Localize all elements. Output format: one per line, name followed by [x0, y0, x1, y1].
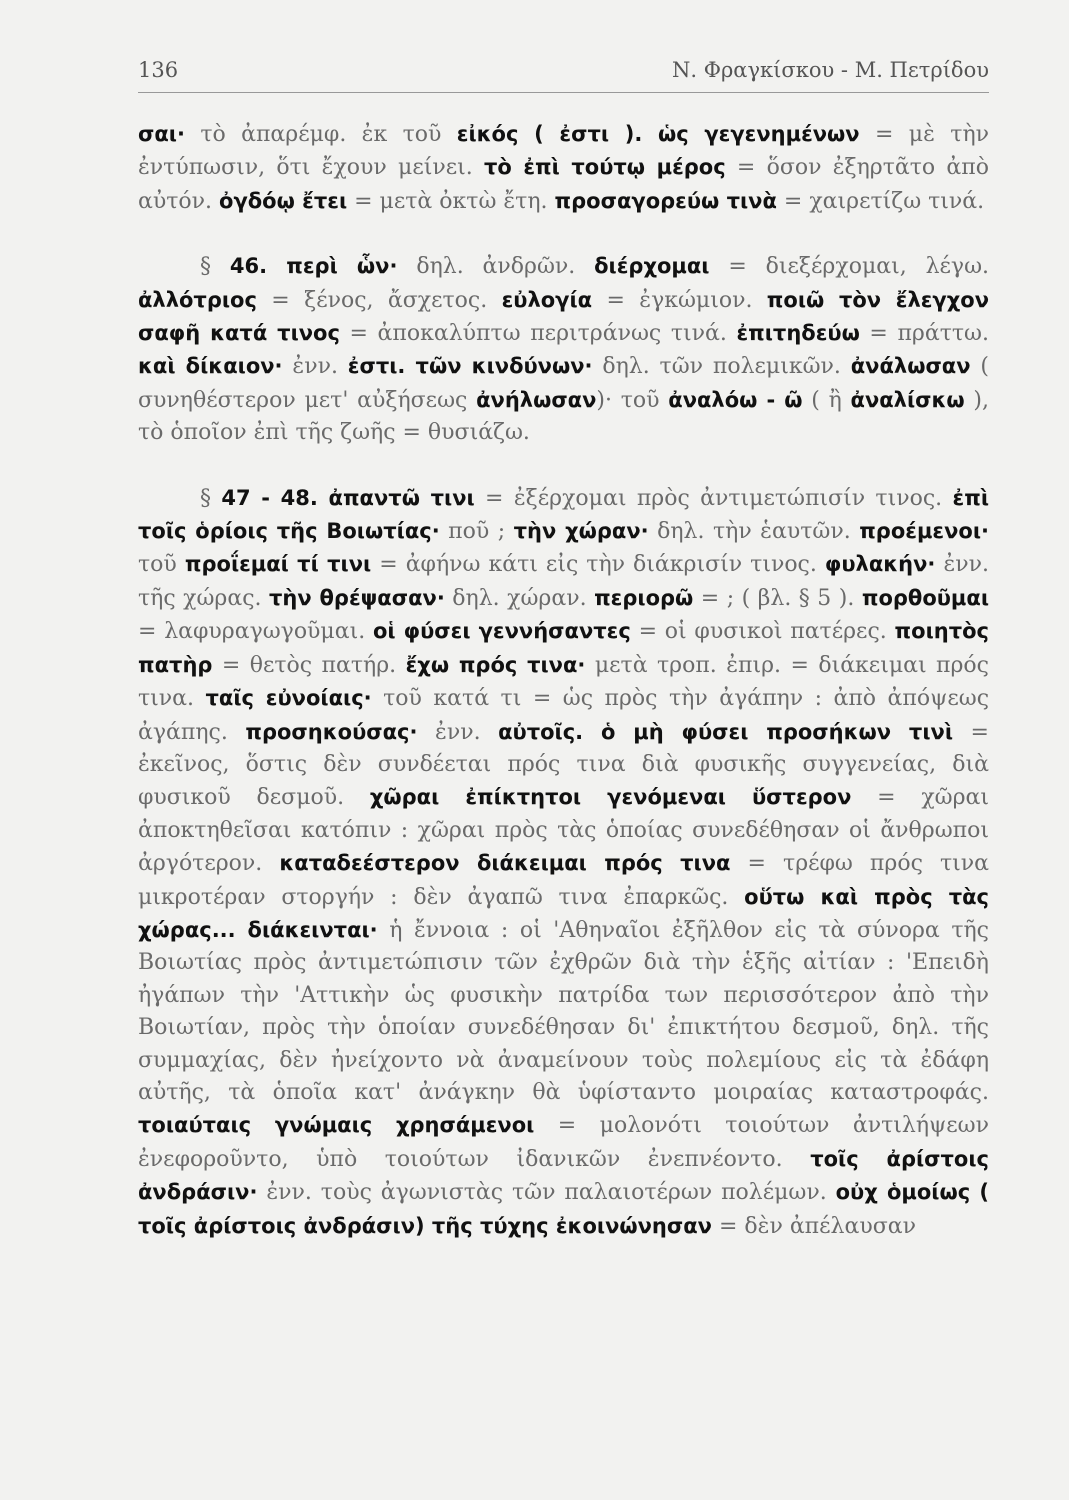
lemma-term: 47 - 48. ἀπαντῶ τινι — [221, 485, 475, 510]
gloss-text: = μετὰ ὀκτὼ ἔτη. — [347, 188, 555, 214]
gloss-text: ἐνν. — [417, 719, 499, 745]
lemma-term: σαι· — [138, 122, 185, 146]
gloss-text: = χαιρετίζω τινά. — [776, 188, 985, 214]
gloss-text: = ἀφήνω κάτι εἰς τὴν διάκρισίν τινος. — [371, 552, 825, 578]
gloss-text: ( ἢ — [802, 387, 851, 413]
lemma-term: ἀνάλωσαν — [850, 354, 971, 379]
commentary-text — [138, 118, 989, 1243]
gloss-text: = ὅσον ἐξηρτᾶτο ἀπὸ αὐτόν. — [138, 155, 989, 214]
lemma-term: τὴν χώραν· — [513, 519, 649, 544]
gloss-text: = μολονότι τοιούτων ἀντιλήψεων ἐνεφοροῦντο, ὑπὸ τοιούτων ἰδανικῶν ἐνεπνέοντο. — [138, 1113, 989, 1172]
page-number: 136 — [138, 58, 179, 82]
lemma-term: ἐπιτηδεύω — [736, 321, 860, 346]
gloss-text: ἐνν. τοὺς ἀγωνιστὰς τῶν παλαιοτέρων πολέμων. — [257, 1180, 836, 1206]
lemma-term: ἀναλίσκω — [850, 387, 965, 412]
gloss-text: = ἐξέρχομαι πρὸς ἀντιμετώπισίν τινος. — [474, 485, 953, 511]
gloss-text: ἐνν. τῆς χώρας. — [138, 552, 989, 611]
lemma-term: εὐλογία — [501, 287, 593, 312]
lemma-term: ἐστι. τῶν κινδύνων· — [347, 354, 593, 379]
gloss-text: = ξένος, ἄσχετος. — [256, 287, 502, 313]
lemma-term: καὶ δίκαιον· — [138, 354, 283, 379]
gloss-text: δηλ. χώραν. — [444, 585, 595, 611]
running-title: Ν. Φραγκίσκου - Μ. Πετρίδου — [672, 58, 989, 82]
lemma-term: οὐχ ὁμοίως ( τοῖς ἀρίστοις ἀνδράσιν) τῆς τύχης ἐκοινώνησαν — [138, 1180, 989, 1238]
gloss-text: = δὲν ἀπέλαυσαν — [711, 1213, 916, 1239]
gloss-text: = ἐκεῖνος, ὅστις δὲν συνδέεται πρός τινα διὰ φυσικῆς συγγενείας, διὰ φυσικοῦ δεσμοῦ. — [138, 719, 989, 811]
lemma-term: ποιητὸς πατὴρ — [138, 619, 989, 677]
lemma-term: ποιῶ τὸν ἔλεγχον σαφῆ κατά τινος — [138, 287, 990, 346]
gloss-text: )· τοῦ — [596, 387, 669, 413]
lemma-term: ἐπὶ τοῖς ὁρίοις τῆς Βοιωτίας· — [138, 485, 989, 544]
lemma-term: τοιαύταις γνώμαις χρησάμενοι — [138, 1113, 535, 1138]
lemma-term: φυλακήν· — [824, 552, 936, 577]
gloss-text: = ἀποκαλύπτω περιτράνως τινά. — [339, 321, 737, 347]
lemma-term: ἀλλότριος — [138, 287, 257, 312]
gloss-text: ἡ ἔννοια : οἱ 'Αθηναῖοι ἐξῆλθον εἰς τὰ σύνορα τῆς Βοιωτίας πρὸς ἀντιμετώπισιν τῶν ἐχθρῶν διὰ τὴν ἑξῆς αἰτίαν : 'Επειδὴ ἠγάπων τὴν 'Αττικὴν ὡς φυσικὴν πατρίδα των περισσότερον ἀπὸ τὴν Βοιωτίαν, πρὸς τὴν ὁποίαν συνεδέθησαν δι' ἐπικτήτου δεσμοῦ, δηλ. τῆς συμμαχίας, δὲν ἠνείχοντο νὰ ἀναμείνουν τοὺς πολεμίους εἰς τὰ ἐδάφη αὐτῆς, τὰ ὁποῖα κατ' ἀνάγκην θὰ ὑφίσταντο μοιραίας καταστροφάς. — [138, 917, 989, 1105]
gloss-text: ), τὸ ὁποῖον ἐπὶ τῆς ζωῆς = θυσιάζω. — [138, 387, 990, 446]
section-paragraph — [138, 250, 989, 449]
gloss-text: § — [200, 485, 222, 511]
gloss-text: ἐνν. — [282, 354, 348, 380]
gloss-text: δηλ. τὴν ἑαυτῶν. — [648, 519, 860, 545]
lemma-term: τὸ ἐπὶ τούτῳ μέρος — [483, 155, 726, 180]
gloss-text: τοῦ — [138, 552, 185, 578]
lemma-term: περιορῶ — [594, 585, 694, 610]
lemma-term: προσαγορεύω τινὰ — [554, 188, 777, 213]
lemma-term: διέρχομαι — [594, 254, 710, 279]
gloss-text: § — [200, 254, 230, 280]
gloss-text: = μὲ τὴν ἐντύπωσιν, ὅτι ἔχουν μείνει. — [138, 122, 989, 181]
header-rule — [138, 92, 989, 93]
gloss-text: = τρέφω πρός τινα μικροτέραν στοργήν : δὲν ἀγαπῶ τινα ἐπαρκῶς. — [138, 851, 989, 910]
running-header — [138, 58, 989, 82]
gloss-text: = λαφυραγωγοῦμαι. — [138, 619, 373, 645]
lemma-term: τὴν θρέψασαν· — [269, 585, 445, 610]
lemma-term: ἔχω πρός τινα· — [405, 652, 586, 677]
lemma-term: 46. περὶ ὧν· — [229, 254, 398, 279]
gloss-text: = θετὸς πατήρ. — [212, 652, 406, 678]
gloss-text: = χῶραι ἀποκτηθεῖσαι κατόπιν : χῶραι πρὸς τὰς ὁποίας συνεδέθησαν οἱ ἄνθρωποι ἀργότερον. — [138, 785, 990, 877]
lemma-term: οἱ φύσει γεννήσαντες — [372, 619, 631, 644]
lemma-term: τοῖς ἀρίστοις ἀνδράσιν· — [138, 1146, 989, 1205]
continuation-paragraph — [138, 118, 989, 218]
lemma-term: πορθοῦμαι — [861, 585, 989, 610]
lemma-term: εἰκός ( ἐστι ). ὡς γεγενημένων — [456, 122, 860, 146]
lemma-term: ὀγδόῳ ἔτει — [219, 188, 348, 213]
lemma-term: ταῖς εὐνοίαις· — [205, 686, 372, 711]
gloss-text: = ; ( βλ. § 5 ). — [693, 585, 862, 611]
lemma-term: προσηκούσας· — [245, 719, 418, 744]
gloss-text: = πράττω. — [859, 321, 989, 347]
lemma-term: προέμενοι· — [859, 519, 989, 544]
lemma-term: ἀναλόω - ῶ — [668, 387, 803, 412]
gloss-text: τοῦ κατά τι = ὡς πρὸς τὴν ἀγάπην : ἀπὸ ἀπόψεως ἀγάπης. — [138, 686, 990, 745]
lemma-term: οὕτω καὶ πρὸς τὰς χώρας... διάκεινται· — [138, 884, 989, 942]
gloss-text: δηλ. ἀνδρῶν. — [397, 254, 595, 280]
gloss-text: = διεξέρχομαι, λέγω. — [709, 254, 989, 280]
gloss-text: δηλ. τῶν πολεμικῶν. — [592, 354, 851, 380]
lemma-term: αὐτοῖς. ὁ μὴ φύσει προσήκων τινὶ — [498, 719, 954, 744]
gloss-text: ποῦ ; — [439, 519, 514, 545]
gloss-text: τὸ ἀπαρέμφ. ἐκ τοῦ — [184, 122, 457, 147]
lemma-term: προΐεμαί τί τινι — [184, 552, 372, 577]
gloss-text: ( συνηθέστερον μετ' αὐξήσεως — [138, 354, 989, 413]
lemma-term: καταδεέστερον διάκειμαι πρός τινα — [279, 851, 731, 876]
section-paragraph — [138, 482, 989, 1243]
lemma-term: χῶραι ἐπίκτητοι γενόμεναι ὕστερον — [369, 785, 852, 810]
gloss-text: μετὰ τροπ. ἐπιρ. = διάκειμαι πρός τινα. — [138, 652, 989, 712]
lemma-term: ἀνήλωσαν — [476, 387, 597, 412]
gloss-text: = οἱ φυσικοὶ πατέρες. — [630, 619, 895, 645]
gloss-text: = ἐγκώμιον. — [592, 287, 767, 313]
